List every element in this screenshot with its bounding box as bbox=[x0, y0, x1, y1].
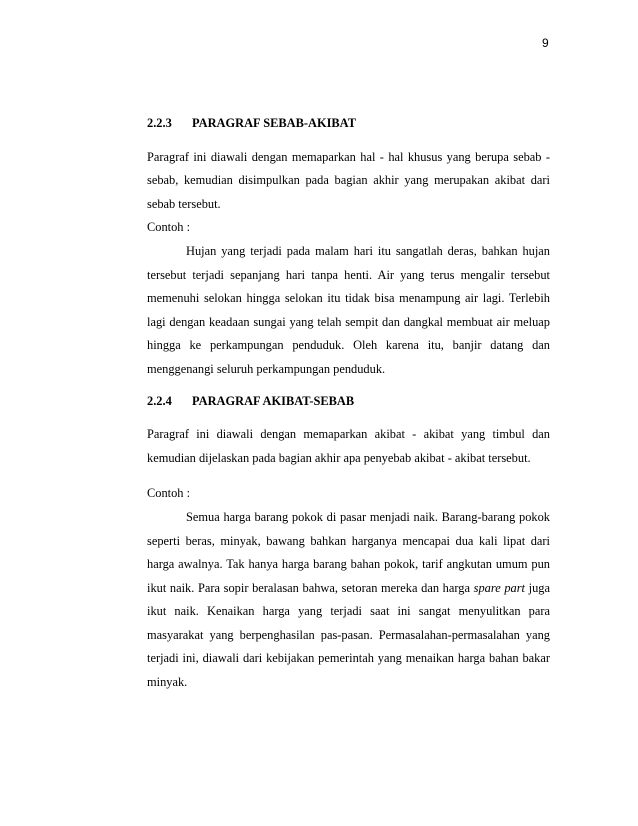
example-italic-term: spare part bbox=[473, 580, 526, 595]
section-title: PARAGRAF AKIBAT-SEBAB bbox=[192, 393, 355, 408]
example-text-part1: Semua harga barang pokok di pasar menjadi naik. Barang-barang pokok seperti beras, minyak, bawang bahkan harganya mencapai dua kali lipat dari harga awalnya. Tak hanya harga barang bahan pokok, tarif angkutan umum pun ikut naik. Para sopir beralasan bahwa, setoran mereka dan harga bbox=[147, 509, 550, 595]
example-paragraph bbox=[147, 506, 550, 695]
section-intro-paragraph: Paragraf ini diawali dengan memaparkan akibat - akibat yang timbul dan kemudian dijelaskan pada bagian akhir apa penyebab akibat - akibat tersebut. bbox=[147, 427, 550, 465]
example-label: Contoh : bbox=[147, 486, 191, 501]
section-number: 2.2.4 bbox=[147, 393, 172, 408]
section-intro-paragraph: Paragraf ini diawali dengan memaparkan hal - hal khusus yang berupa sebab - sebab, kemudian disimpulkan pada bagian akhir yang merupakan akibat dari sebab tersebut. bbox=[147, 149, 550, 211]
section-number: 2.2.3 bbox=[147, 116, 172, 130]
section-title: PARAGRAF SEBAB-AKIBAT bbox=[192, 116, 356, 130]
example-label: Contoh : bbox=[147, 220, 191, 235]
page-content bbox=[147, 112, 550, 695]
section-heading-sebab-akibat bbox=[147, 112, 550, 136]
example-text-part2: juga ikut naik. Kenaikan harga yang terjadi saat ini sangat menyulitkan para masyarakat yang berpenghasilan pas-pasan. Permasalahan-permasalahan yang terjadi ini, diawali dari kebijakan pemerintah yang menaikan harga bahan bakar minyak. bbox=[147, 580, 550, 690]
example-paragraph: Hujan yang terjadi pada malam hari itu sangatlah deras, bahkan hujan tersebut terjadi sepanjang hari tanpa henti. Air yang terus mengalir tersebut memenuhi selokan hingga selokan itu tidak bisa menampung air lagi. Terlebih lagi dengan keadaan sungai yang telah sempit dan dangkal membuat air meluap hingga ke perkampungan penduduk. Oleh karena itu, banjir datang dan menggenangi seluruh perkampungan penduduk. bbox=[147, 243, 550, 376]
page-number: 9 bbox=[542, 36, 549, 50]
section-heading-akibat-sebab bbox=[147, 390, 550, 414]
